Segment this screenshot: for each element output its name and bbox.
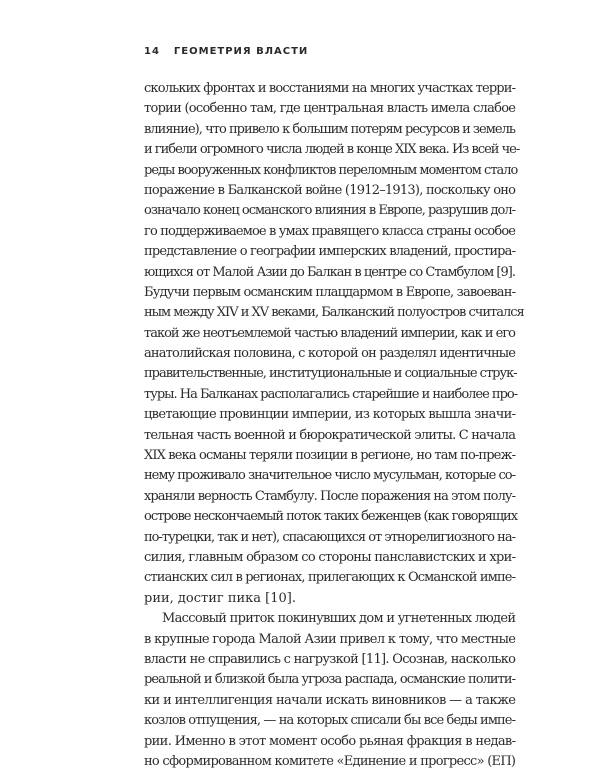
text-line: по-турецки, так и нет), спасающихся от этнорелигиозного на- [144, 529, 516, 545]
text-line: означало конец османского влияния в Европе, разрушив дол- [144, 203, 516, 219]
running-title: ГЕОМЕТРИЯ ВЛАСТИ [173, 46, 309, 57]
text-line: XIX века османы теряли позиции в регионе, но там по-преж- [144, 448, 516, 464]
text-line: представление о географии имперских владений, простира- [144, 244, 516, 260]
text-line: козлов отпущения, — на которых списали бы все беды импе- [144, 713, 516, 729]
text-line: ным между XIV и XV веками, Балканский полуостров считался [144, 305, 524, 321]
text-line: туры. На Балканах располагались старейшие и наиболее про- [144, 386, 518, 402]
text-line: реды вооруженных конфликтов переломным моментом стало [144, 162, 518, 178]
text-line: нему проживало значительное число мусульман, которые со- [144, 468, 515, 484]
running-header [144, 46, 308, 57]
text-line: рии, достиг пика [10]. [144, 590, 296, 606]
text-line: Массовый приток покинувших дом и угнетенных людей [162, 611, 516, 627]
text-line: скольких фронтах и восстаниями на многих участках терри- [144, 81, 516, 96]
text-line: в крупные города Малой Азии привел к тому, что местные [144, 631, 516, 647]
text-line: острове нескончаемый поток таких беженцев (как говорящих [144, 509, 518, 525]
body-text [144, 79, 524, 772]
text-line: тории (особенно там, где центральная власть имела слабое [144, 101, 516, 117]
text-line: но сформированном комитете «Единение и прогресс» (ЕП) [144, 753, 516, 769]
text-line: ющихся от Малой Азии до Балкан в центре со Стамбулом [9]. [144, 264, 516, 280]
text-line: анатолийская половина, с которой он разделял идентичные [144, 346, 516, 362]
page-number: 14 [144, 46, 160, 57]
text-line: такой же неотъемлемой частью владений империи, как и его [144, 325, 515, 341]
text-line: ки и интеллигенция начали искать виновников — а также [144, 692, 516, 708]
text-line: тельная часть военной и бюрократической элиты. С начала [144, 427, 516, 443]
text-line: рии. Именно в этот момент особо рьяная фракция в недав- [144, 733, 516, 749]
text-line: власти не справились с нагрузкой [11]. Осознав, насколько [144, 651, 516, 667]
text-line: цветающие провинции империи, из которых вышла значи- [144, 407, 516, 423]
text-line: го поддерживаемое в умах правящего класса страны особое [144, 223, 516, 239]
text-line: силия, главным образом со стороны панславистских и хри- [144, 549, 516, 565]
text-line: поражение в Балканской войне (1912–1913), поскольку оно [144, 182, 516, 198]
text-line: и гибели огромного числа людей в конце XIX века. Из всей че- [144, 142, 520, 158]
text-line: стианских сил в регионах, прилегающих к Османской импе- [144, 570, 516, 586]
text-line: реальной и близкой была угроза распада, османские полити- [144, 672, 516, 688]
text-line: правительственные, институциональные и социальные струк- [144, 366, 517, 382]
text-line: Будучи первым османским плацдармом в Европе, завоеван- [144, 284, 516, 300]
text-line: влияние), что привело к большим потерям ресурсов и земель [144, 121, 516, 137]
text-line: храняли верность Стамбулу. После поражения на этом полу- [144, 488, 516, 504]
